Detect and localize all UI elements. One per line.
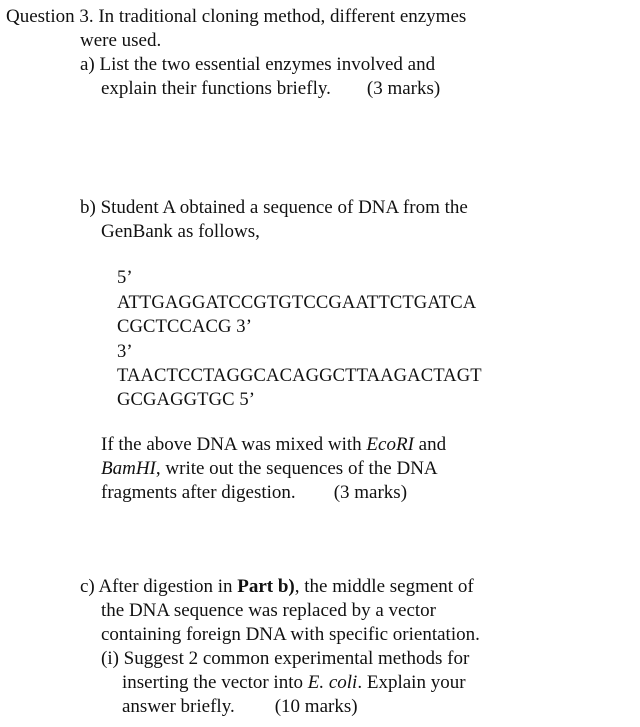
part-c-sub-i-text-3: answer briefly. [122,696,235,717]
part-b-task-line-2 [101,457,438,481]
question-header-line-1: Question 3. In traditional cloning method, different enzymes [6,6,467,27]
part-b-task-text-3: fragments after digestion. [101,482,296,503]
part-b-task-text-1: If the above DNA was mixed with [101,434,367,455]
part-b-line-2: GenBank as follows, [101,221,260,242]
part-a-line-2 [101,77,440,101]
part-c-line-3: containing foreign DNA with specific orientation. [101,624,480,645]
part-b-task-line-3 [101,481,407,505]
strand-2-sequence-line-2: GCGAGGTGC 5’ [117,389,256,410]
part-b-line-1: b) Student A obtained a sequence of DNA from the [80,197,468,218]
strand-2-sequence-line-1: TAACTCCTAGGCACAGGCTTAAGACTAGT [117,365,482,386]
part-b-task-line-1 [101,433,446,457]
part-c-sub-i-line-1: (i) Suggest 2 common experimental methods for [101,648,470,669]
part-b-task-text-2: , write out the sequences of the DNA [155,458,438,479]
part-c-sub-i-text-2: inserting the vector into [122,672,308,693]
part-c-sub-i-text-2-end: . Explain your [357,672,466,693]
part-c-line-1 [80,575,474,599]
strand-1-sequence-line-2: CGCTCCACG 3’ [117,316,252,337]
organism-e-coli: E. coli [307,672,358,693]
part-b-marks: (3 marks) [333,482,408,503]
part-c-text-1-end: , the middle segment of [294,576,474,597]
enzyme-bamhi: BamHI [101,458,156,479]
strand-1-sequence-line-1: ATTGAGGATCCGTGTCCGAATTCTGATCA [117,292,477,313]
part-c-sub-i-line-3 [122,695,358,719]
part-a-marks: (3 marks) [366,78,441,99]
part-c-text-1: c) After digestion in [80,576,238,597]
part-c-marks: (10 marks) [274,696,358,717]
part-c-line-2: the DNA sequence was replaced by a vector [101,600,436,621]
enzyme-ecori: EcoRI [366,434,414,455]
strand-2-start-label: 3’ [117,341,133,362]
part-c-sub-i-line-2 [122,671,466,695]
part-b-task-text-1-end: and [413,434,447,455]
part-a-line-1: a) List the two essential enzymes involved and [80,54,436,75]
strand-1-start-label: 5’ [117,267,133,288]
part-a-question-text: explain their functions briefly. [101,78,331,99]
part-c-bold-reference: Part b) [237,576,295,597]
question-header-line-2: were used. [80,30,162,51]
